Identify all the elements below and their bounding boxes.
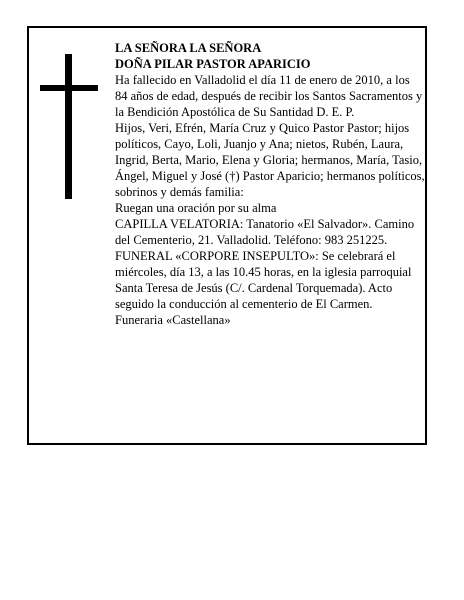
death-announcement: Ha fallecido en Valladolid el día 11 de enero de 2010, a los 84 años de edad, después de recibir los Santos Sacramentos y la Bendición Apostólica de Su Santidad D. E. P. <box>115 73 423 119</box>
obituary-text <box>115 40 425 328</box>
heading-line-1: LA SEÑORA LA SEÑORA <box>115 41 262 55</box>
funeral-home: Funeraria «Castellana» <box>115 313 231 327</box>
family-list: Hijos, Veri, Efrén, María Cruz y Quico Pastor Pastor; hijos políticos, Cayo, Loli, Juanjo y Ana; nietos, Rubén, Laura, Ingrid, Berta, Mario, Elena y Gloria; hermanos, María, Tasio, Ángel, Miguel y José (†) Pastor Aparicio; hermanos políticos, sobrinos y demás familia: <box>115 121 425 199</box>
chapel-info: CAPILLA VELATORIA: Tanatorio «El Salvador». Camino del Cementerio, 21. Valladolid. Teléfono: 983 251225. <box>115 217 415 247</box>
cross-vertical-bar <box>65 54 72 199</box>
obituary-notice <box>27 26 427 445</box>
cross-icon <box>40 54 98 199</box>
deceased-name: DOÑA PILAR PASTOR APARICIO <box>115 57 311 71</box>
cross-horizontal-bar <box>40 85 98 91</box>
funeral-info: FUNERAL «CORPORE INSEPULTO»: Se celebrará el miércoles, día 13, a las 10.45 horas, en la iglesia parroquial Santa Teresa de Jesús (C/. Cardenal Torquemada). Acto seguido la conducción al cementerio de El Carmen. <box>115 249 412 311</box>
prayer-request: Ruegan una oración por su alma <box>115 201 277 215</box>
